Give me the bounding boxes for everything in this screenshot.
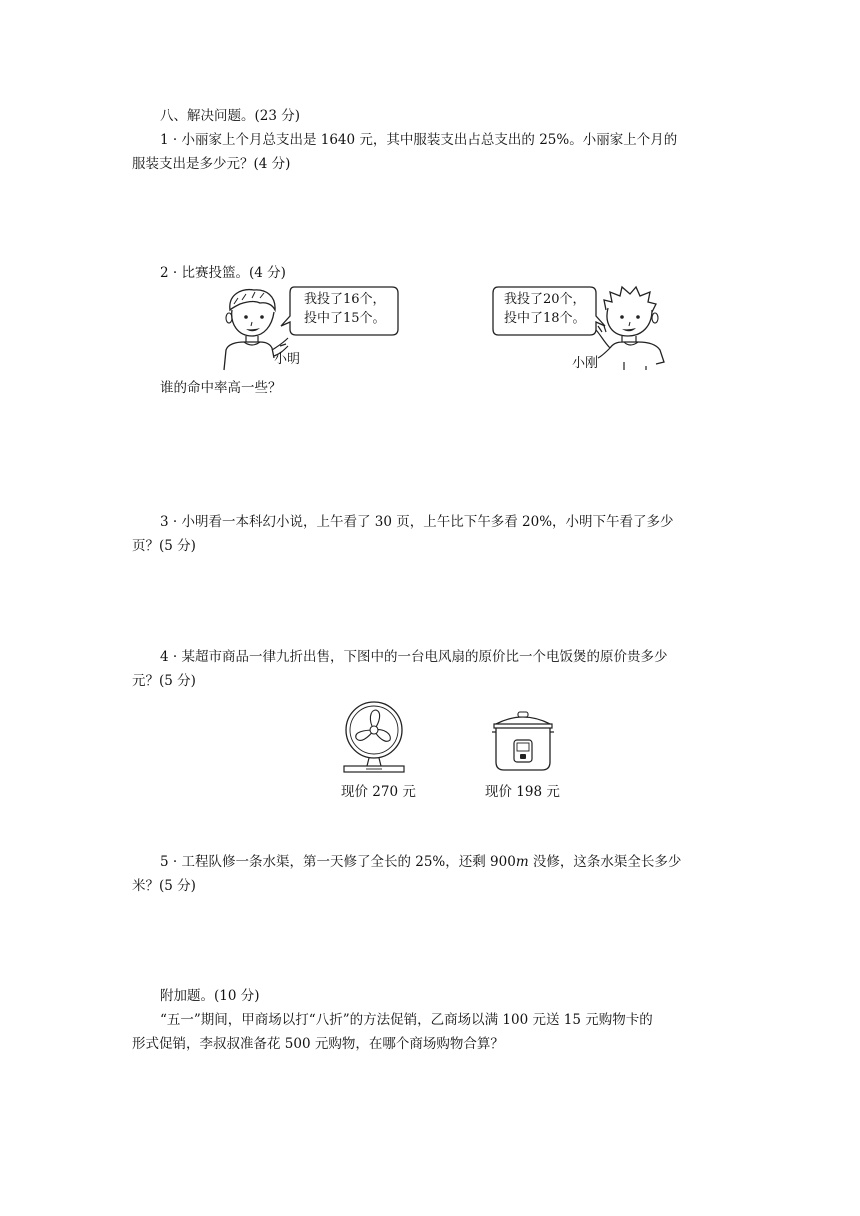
rice-cooker-icon xyxy=(488,708,558,772)
problem-5-line-2: 米？(5 分) xyxy=(132,878,196,894)
problem-5-line-1-a: 5 · 工程队修一条水渠，第一天修了全长的 25%，还剩 900 xyxy=(160,854,516,870)
cooker-price: 现价 198 元 xyxy=(485,784,560,800)
problem-2-line-1: 2 · 比赛投篮。(4 分) xyxy=(160,265,286,281)
boy-xiaogang-icon xyxy=(594,286,668,370)
problem-1-line-1: 1 · 小丽家上个月总支出是 1640 元，其中服装支出占总支出的 25%。小丽家上个月的 xyxy=(160,132,678,148)
xiaogang-speech-line-1: 我投了20个， xyxy=(504,292,586,307)
problem-5-line-1-b: 没修，这条水渠全长多少 xyxy=(528,854,682,870)
bonus-line-2: 形式促销，李叔叔准备花 500 元购物，在哪个商场购物合算？ xyxy=(132,1036,504,1052)
bonus-heading: 附加题。(10 分) xyxy=(160,988,260,1004)
xiaogang-speech-line-2: 投中了18个。 xyxy=(504,311,586,326)
fan-price: 现价 270 元 xyxy=(341,784,416,800)
electric-fan-icon xyxy=(334,700,414,774)
problem-3-line-2: 页？(5 分) xyxy=(132,538,196,554)
problem-1-line-2: 服装支出是多少元？(4 分) xyxy=(132,156,291,172)
problem-2-question: 谁的命中率高一些？ xyxy=(160,380,282,396)
problem-4-line-1: 4 · 某超市商品一律九折出售，下图中的一台电风扇的原价比一个电饭煲的原价贵多少 xyxy=(160,649,668,665)
xiaoming-speech-line-1: 我投了16个， xyxy=(304,292,386,307)
problem-3-line-1: 3 · 小明看一本科幻小说，上午看了 30 页，上午比下午多看 20%，小明下午看了多少 xyxy=(160,514,674,530)
section-heading: 八、解决问题。(23 分) xyxy=(160,108,301,124)
xiaogang-name: 小刚 xyxy=(572,356,599,371)
xiaoming-name: 小明 xyxy=(274,352,301,367)
problem-4-line-2: 元？(5 分) xyxy=(132,673,196,689)
problem-5-line-1 xyxy=(160,850,860,874)
bonus-line-1: “五一”期间，甲商场以打“八折”的方法促销，乙商场以满 100 元送 15 元购物卡的 xyxy=(160,1012,653,1028)
xiaoming-speech-line-2: 投中了15个。 xyxy=(304,311,386,326)
problem-5-unit: m xyxy=(515,854,529,870)
